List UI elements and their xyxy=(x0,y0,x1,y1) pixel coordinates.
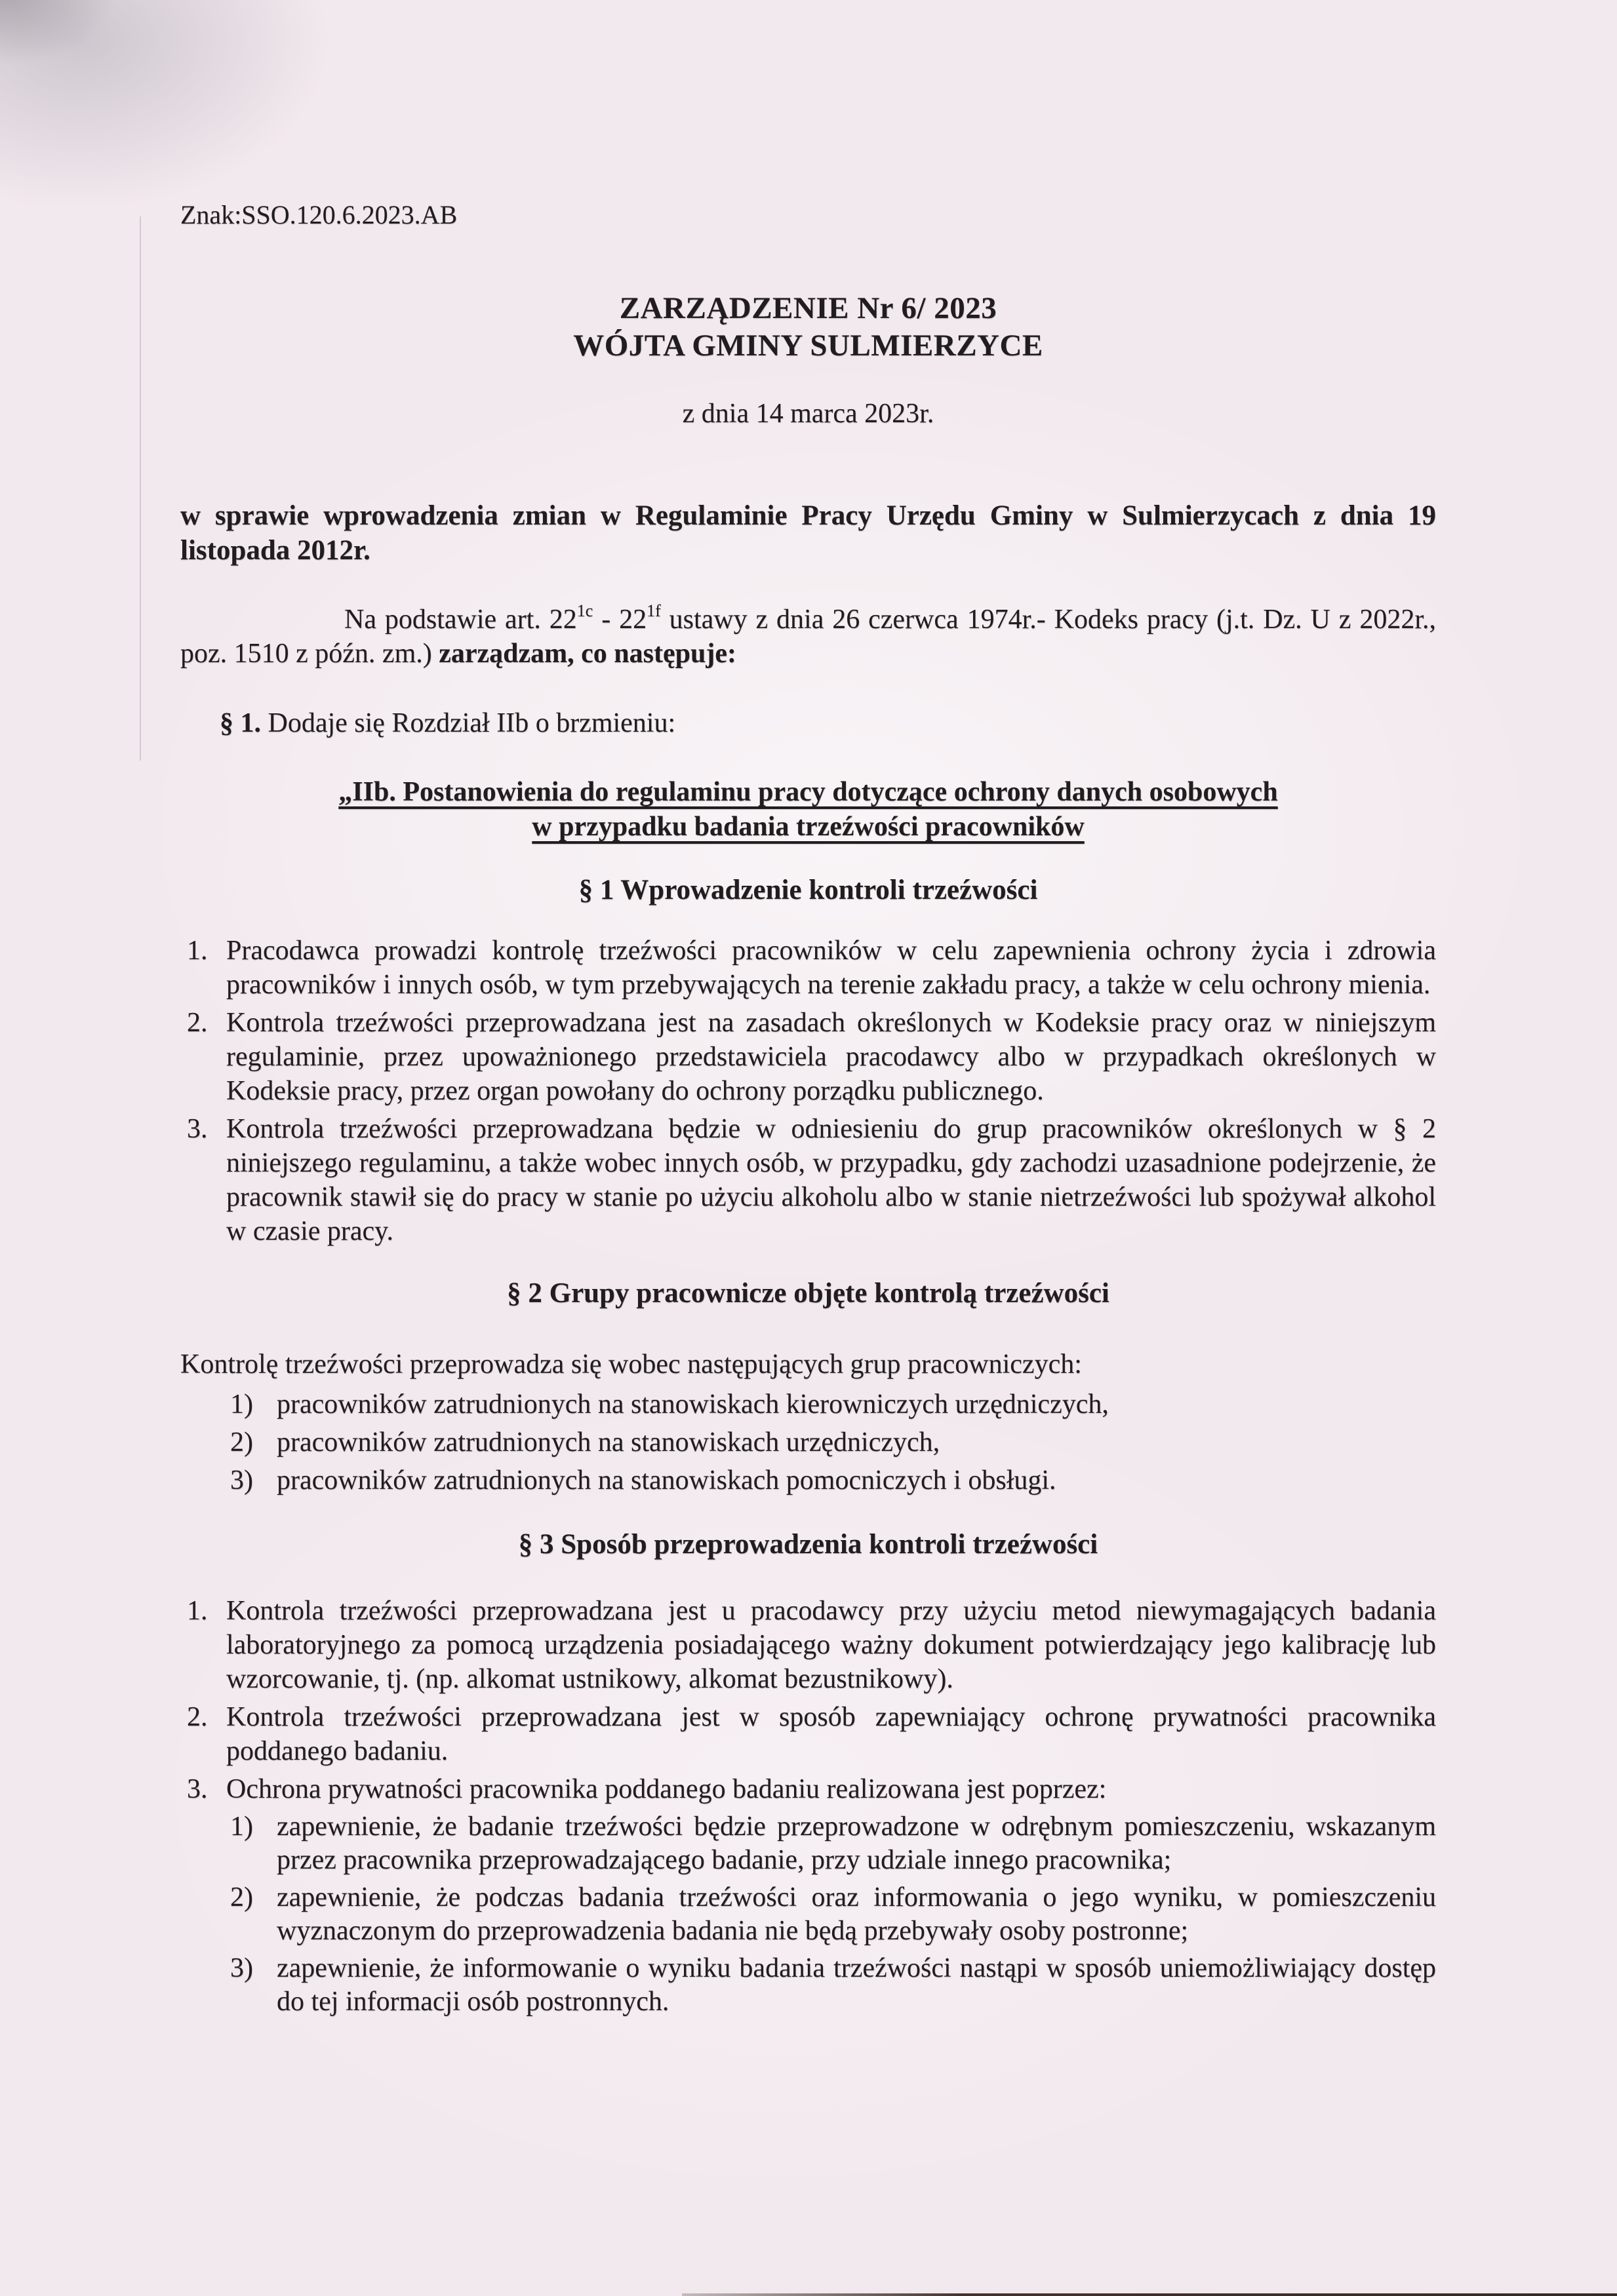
section-2-intro: Kontrolę trzeźwości przeprowadza się wobec następujących grup pracowniczych: xyxy=(180,1349,1082,1379)
section-2-heading: § 2 Grupy pracownicze objęte kontrolą trzeźwości xyxy=(507,1278,1109,1309)
superscript-1f: 1f xyxy=(647,601,661,620)
section-1-heading: § 1 Wprowadzenie kontroli trzeźwości xyxy=(578,875,1038,905)
legal-basis-text: ustawy z dnia 26 czerwca 1974r.- Kodeks pracy (j.t. Dz. U z 2022r., poz. 1510 z późn. zm.) xyxy=(180,604,1436,669)
item-text: Kontrola trzeźwości przeprowadzana jest w sposób zapewniający ochronę prywatności pracownika poddanego badaniu. xyxy=(226,1702,1436,1766)
section-1-list xyxy=(180,934,1436,1248)
list-subitem xyxy=(226,1952,1436,2019)
document-date: z dnia 14 marca 2023r. xyxy=(682,399,934,429)
item-text: Kontrola trzeźwości przeprowadzana jest na zasadach określonych w Kodeksie pracy oraz w niniejszym regulaminie, przez upoważnionego przedstawiciela pracodawcy albo w przypadkach określonych w Kodeksie pracy, przez organ powołany do ochrony porządku publicznego. xyxy=(226,1008,1436,1106)
item-number: 3. xyxy=(187,1114,208,1144)
list-item xyxy=(180,934,1436,1002)
paragraph-1-marker: § 1. xyxy=(220,708,261,738)
section-2-list xyxy=(180,1387,1436,1497)
item-number: 2) xyxy=(230,1427,253,1457)
document-title xyxy=(180,290,1436,365)
list-subitem xyxy=(226,1881,1436,1948)
chapter-heading-line-1: „IIb. Postanowienia do regulaminu pracy dotyczące ochrony danych osobowych xyxy=(338,777,1278,807)
subitem-text: zapewnienie, że podczas badania trzeźwości oraz informowania o jego wyniku, w pomieszczeniu wyznaczonym do przeprowadzenia badania nie będą przebywały osoby postronne; xyxy=(277,1882,1436,1946)
legal-basis-ordering-clause: zarządzam, co następuje: xyxy=(439,639,736,669)
item-number: 1. xyxy=(187,936,208,966)
item-text: pracowników zatrudnionych na stanowiskach pomocniczych i obsługi. xyxy=(277,1465,1056,1495)
legal-basis-text: - 22 xyxy=(593,604,647,635)
paragraph-1-text: Dodaje się Rozdział IIb o brzmieniu: xyxy=(261,708,676,738)
item-number: 2. xyxy=(187,1008,208,1038)
list-item xyxy=(180,1772,1436,1806)
item-number: 3. xyxy=(187,1774,208,1804)
subitem-number: 3) xyxy=(230,1953,253,1983)
chapter-iib-heading xyxy=(180,775,1436,844)
section-3-sublist xyxy=(180,1810,1436,2019)
legal-basis-paragraph xyxy=(180,603,1436,671)
paragraph-1-intro xyxy=(180,706,1436,740)
reference-number: Znak:SSO.120.6.2023.AB xyxy=(180,200,458,229)
section-3-list xyxy=(180,1594,1436,2019)
item-text: pracowników zatrudnionych na stanowiskach urzędniczych, xyxy=(277,1427,940,1457)
list-item xyxy=(226,1387,1436,1421)
item-text: Kontrola trzeźwości przeprowadzana jest u pracodawcy przy użyciu metod niewymagających badania laboratoryjnego za pomocą urządzenia posiadającego ważny dokument potwierdzający jego kalibrację lub wzorcowanie, tj. (np. alkomat ustnikowy, alkomat bezustnikowy). xyxy=(226,1596,1436,1694)
title-line-2: WÓJTA GMINY SULMIERZYCE xyxy=(573,328,1043,363)
item-number: 3) xyxy=(230,1465,253,1495)
item-text: Ochrona prywatności pracownika poddanego badaniu realizowana jest poprzez: xyxy=(226,1774,1107,1804)
item-text: pracowników zatrudnionych na stanowiskach kierowniczych urzędniczych, xyxy=(277,1389,1109,1419)
subitem-text: zapewnienie, że informowanie o wyniku badania trzeźwości nastąpi w sposób uniemożliwiający dostęp do tej informacji osób postronnych. xyxy=(277,1953,1436,2017)
subitem-number: 2) xyxy=(230,1882,253,1912)
legal-basis-text: Na podstawie art. 22 xyxy=(344,604,577,635)
scan-bottom-edge xyxy=(682,2293,1617,2296)
title-line-1: ZARZĄDZENIE Nr 6/ 2023 xyxy=(619,291,997,325)
list-item xyxy=(180,1594,1436,1696)
item-number: 1) xyxy=(230,1389,253,1419)
list-subitem xyxy=(226,1810,1436,1877)
list-item xyxy=(180,1006,1436,1108)
superscript-1c: 1c xyxy=(576,601,593,620)
item-number: 1. xyxy=(187,1596,208,1626)
subitem-text: zapewnienie, że badanie trzeźwości będzie przeprowadzone w odrębnym pomieszczeniu, wskazanym przez pracownika przeprowadzającego badanie, przy udziale innego pracownika; xyxy=(277,1811,1436,1875)
item-text: Kontrola trzeźwości przeprowadzana będzie w odniesieniu do grup pracowników określonych w § 2 niniejszego regulaminu, a także wobec innych osób, w przypadku, gdy zachodzi uzasadnione podejrzenie, że pracownik stawił się do pracy w stanie po użyciu alkoholu albo w stanie nietrzeźwości lub spożywał alkohol w czasie pracy. xyxy=(226,1114,1436,1246)
subitem-number: 1) xyxy=(230,1811,253,1842)
list-item xyxy=(226,1425,1436,1459)
section-3-heading: § 3 Sposób przeprowadzenia kontroli trzeźwości xyxy=(518,1529,1098,1560)
subject-paragraph: w sprawie wprowadzenia zmian w Regulaminie Pracy Urzędu Gminy w Sulmierzycach z dnia 19 listopada 2012r. xyxy=(180,500,1436,566)
item-number: 2. xyxy=(187,1702,208,1732)
list-item xyxy=(180,1112,1436,1248)
item-text: Pracodawca prowadzi kontrolę trzeźwości pracowników w celu zapewnienia ochrony życia i zdrowia pracowników i innych osób, w tym przebywających na terenie zakładu pracy, a także w celu ochrony mienia. xyxy=(226,936,1436,1000)
chapter-heading-line-2: w przypadku badania trzeźwości pracowników xyxy=(532,812,1085,842)
list-item xyxy=(226,1463,1436,1497)
list-item xyxy=(180,1700,1436,1768)
